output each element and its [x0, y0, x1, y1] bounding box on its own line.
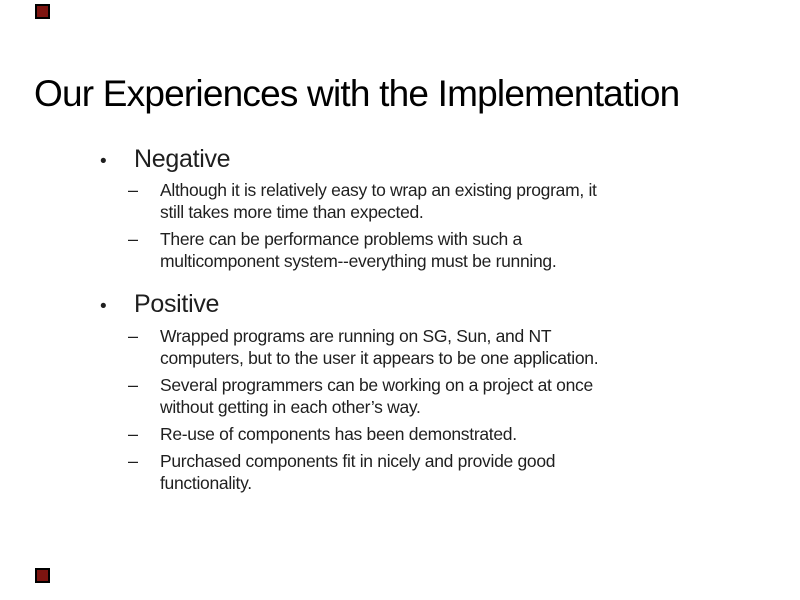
slide-title: Our Experiences with the Implementation: [34, 73, 680, 114]
sub-bullet-text-line: still takes more time than expected.: [160, 202, 424, 222]
sub-bullet-text-line: computers, but to the user it appears to be one application.: [160, 348, 599, 368]
sub-bullet-text-line: Wrapped programs are running on SG, Sun, and NT: [160, 326, 552, 346]
list-item: [128, 228, 728, 272]
sub-bullet-text-line: There can be performance problems with such a: [160, 229, 522, 249]
section-negative-header: [100, 144, 230, 174]
list-item: [128, 325, 728, 369]
section-label-positive: Positive: [134, 290, 220, 318]
dash-bullet-icon: –: [128, 451, 139, 471]
accent-square-top-icon: [35, 4, 50, 19]
sub-bullet-text-line: Although it is relatively easy to wrap an existing program, it: [160, 180, 597, 200]
dash-bullet-icon: –: [128, 180, 139, 200]
sub-bullet-text-line: Purchased components fit in nicely and provide good: [160, 451, 556, 471]
section-positive-header: [100, 289, 219, 319]
list-item: [128, 374, 728, 418]
bullet-dot-icon: •: [100, 296, 107, 317]
sub-bullet-text-line: Re-use of components has been demonstrated.: [160, 424, 517, 444]
sub-bullet-text-line: Several programmers can be working on a project at once: [160, 375, 593, 395]
sub-bullet-text-line: without getting in each other’s way.: [160, 397, 421, 417]
list-item: [128, 450, 728, 494]
sub-bullet-text-line: multicomponent system--everything must be running.: [160, 251, 557, 271]
negative-items: [128, 179, 728, 277]
dash-bullet-icon: –: [128, 375, 139, 395]
bullet-dot-icon: •: [100, 151, 107, 172]
list-item: [128, 423, 728, 445]
section-label-negative: Negative: [134, 145, 231, 173]
dash-bullet-icon: –: [128, 424, 139, 444]
accent-square-bottom-icon: [35, 568, 50, 583]
list-item: [128, 179, 728, 223]
positive-items: [128, 325, 728, 499]
dash-bullet-icon: –: [128, 229, 139, 249]
dash-bullet-icon: –: [128, 326, 139, 346]
sub-bullet-text-line: functionality.: [160, 473, 252, 493]
